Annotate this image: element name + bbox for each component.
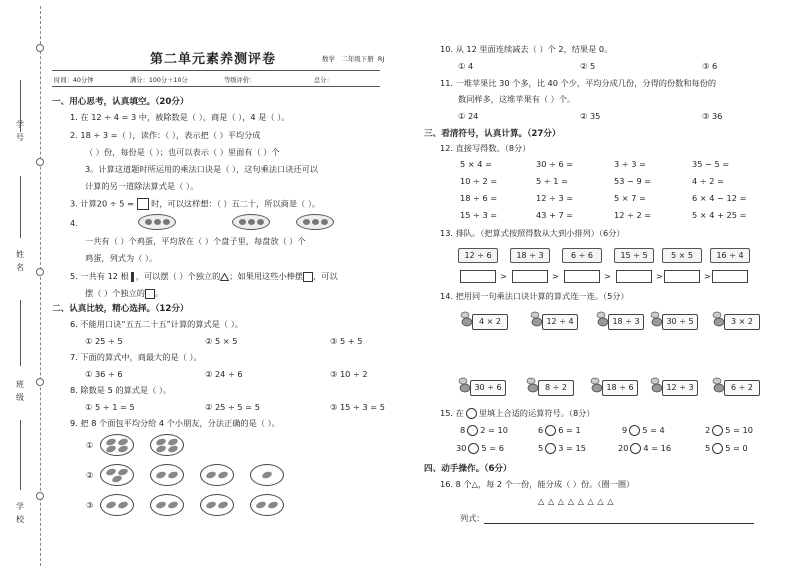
option[interactable]: ③ 6 — [702, 61, 718, 71]
formula-label: 列式： — [460, 513, 485, 523]
operator-circle[interactable] — [545, 443, 556, 454]
binding-fold-line — [40, 6, 41, 566]
option[interactable]: ② 5 × 5 — [205, 336, 238, 346]
question-3: 3. 计算20 ÷ 5 = 时，可以这样想：（ ）五二十，所以商是（ ）。 — [70, 198, 321, 209]
total-label: 总分： — [314, 77, 333, 84]
option[interactable]: ① 5 ÷ 1 = 5 — [85, 402, 135, 412]
calc-item: 5 × 4 = — [460, 159, 492, 169]
section-3-heading: 三、看清符号，认真计算。（27分） — [424, 129, 561, 139]
question-2-line-4: 计算的另一道除法算式是（ ）。 — [85, 181, 199, 191]
greater-than-sign: > — [656, 271, 663, 281]
question-16: 16. 8 个△，每 2 个一份，能分成（ ）份。（圈一圈） — [440, 479, 635, 489]
class-line[interactable] — [20, 300, 21, 366]
school-label: 学校 — [16, 502, 24, 524]
header-rule-top — [52, 70, 380, 71]
order-answer-box[interactable] — [512, 270, 548, 283]
expression-card: 16 ÷ 4 — [710, 248, 750, 263]
expression-card: 5 × 5 — [662, 248, 702, 263]
subject-tag: 数学 二年级下册 RJ — [322, 55, 385, 63]
bee-card-expression: 3 × 2 — [724, 314, 760, 330]
bee-card-expression: 8 ÷ 2 — [538, 380, 574, 396]
option[interactable]: ② 24 ÷ 6 — [205, 369, 243, 379]
expression-card: 6 ÷ 6 — [562, 248, 602, 263]
calc-item: 35 − 5 = — [692, 159, 730, 169]
bee-card[interactable] — [712, 376, 760, 398]
question-5-line-2: 摆（ ）个独立的 。 — [85, 288, 164, 298]
option[interactable]: ③ 15 ÷ 3 = 5 — [330, 402, 385, 412]
square-icon — [145, 289, 155, 299]
bread-plate — [150, 494, 184, 516]
operator-item: 30 5 = 6 — [456, 443, 504, 453]
calc-item: 10 ÷ 2 = — [460, 176, 498, 186]
operator-circle[interactable] — [630, 443, 641, 454]
option[interactable]: ① — [86, 440, 94, 450]
binding-hole — [36, 378, 44, 386]
operator-circle[interactable] — [468, 443, 479, 454]
greater-than-sign: > — [704, 271, 711, 281]
question-4-line-1: 一共有（ ）个鸡蛋，平均放在（ ）个盘子里，每盘放（ ）个 — [85, 236, 306, 246]
question-11-line-2: 数同样多，这堆苹果有（ ）个。 — [458, 94, 576, 104]
operator-circle[interactable] — [629, 425, 640, 436]
student-id-line[interactable] — [20, 80, 21, 132]
operator-circle[interactable] — [545, 425, 556, 436]
section-1-heading: 一、用心思考，认真填空。（20分） — [52, 97, 189, 107]
bread-plate — [250, 464, 284, 486]
binding-margin — [0, 0, 52, 573]
question-7: 7. 下面的算式中，商最大的是（ ）。 — [70, 352, 202, 362]
bee-card-expression: 12 ÷ 3 — [662, 380, 698, 396]
name-line[interactable] — [20, 176, 21, 238]
stick-icon — [131, 272, 134, 282]
operator-item: 8 2 = 10 — [460, 425, 508, 435]
bee-card[interactable] — [650, 376, 698, 398]
circle-icon — [466, 408, 477, 419]
option[interactable]: ② — [86, 470, 94, 480]
question-12: 12. 直接写得数。（8分） — [440, 143, 531, 153]
operator-circle[interactable] — [712, 425, 723, 436]
bread-plate — [200, 494, 234, 516]
question-1: 1. 在 12 ÷ 4 = 3 中，被除数是（ ），商是（ ），4 是（ ）。 — [70, 112, 290, 122]
rating-label: 等级评价： — [224, 77, 256, 84]
order-answer-box[interactable] — [564, 270, 600, 283]
page-title: 第二单元素养测评卷 — [150, 52, 277, 67]
binding-hole — [36, 268, 44, 276]
question-8: 8. 除数是 5 的算式是（ ）。 — [70, 385, 172, 395]
expression-card: 12 ÷ 6 — [458, 248, 498, 263]
bread-plate — [100, 464, 134, 486]
question-5-line-1: 5. 一共有 12 根 ，可以摆（ ）个独立的 ；如果用这些小棒摆 ，可以 — [70, 271, 338, 281]
order-answer-box[interactable] — [664, 270, 700, 283]
binding-hole — [36, 44, 44, 52]
bread-plate — [150, 464, 184, 486]
question-9: 9. 把 8 个面包平均分给 4 个小朋友，分法正确的是（ ）。 — [70, 418, 280, 428]
option[interactable]: ② 5 — [580, 61, 596, 71]
order-answer-box[interactable] — [712, 270, 748, 283]
bread-plate — [100, 434, 134, 456]
calc-item: 12 ÷ 3 = — [536, 193, 574, 203]
egg-plate — [296, 214, 334, 230]
binding-hole — [36, 492, 44, 500]
question-2-line-1: 2. 18 ÷ 3 =（ ），读作：（ ），表示把（ ）平均分成 — [70, 130, 261, 140]
order-answer-box[interactable] — [616, 270, 652, 283]
expression-card: 15 ÷ 5 — [614, 248, 654, 263]
option[interactable]: ① 36 ÷ 6 — [85, 369, 123, 379]
operator-item: 9 5 = 4 — [622, 425, 665, 435]
option[interactable]: ③ 10 ÷ 2 — [330, 369, 368, 379]
bee-card-expression: 18 ÷ 3 — [608, 314, 644, 330]
calc-item: 18 ÷ 6 = — [460, 193, 498, 203]
bread-plate — [150, 434, 184, 456]
operator-circle[interactable] — [467, 425, 478, 436]
operator-item: 6 6 = 1 — [538, 425, 581, 435]
section-2-heading: 二、认真比较，精心选择。（12分） — [52, 304, 189, 314]
bee-card-expression: 30 ÷ 5 — [662, 314, 698, 330]
greater-than-sign: > — [604, 271, 611, 281]
question-14: 14. 把用同一句乘法口诀计算的算式连一连。（5分） — [440, 291, 629, 301]
triangle-icon — [220, 273, 229, 281]
option[interactable]: ③ — [86, 500, 94, 510]
calc-item: 4 ÷ 2 = — [692, 176, 724, 186]
bee-card[interactable] — [530, 310, 578, 332]
time-label: 时间：40分钟 — [54, 77, 94, 84]
bee-card[interactable] — [596, 310, 644, 332]
question-2-line-3: 3。计算这道题时所运用的乘法口诀是（ ），这句乘法口诀还可以 — [85, 164, 318, 174]
square-icon — [303, 272, 313, 282]
calc-item: 6 × 4 − 12 = — [692, 193, 747, 203]
expression-card: 18 ÷ 3 — [510, 248, 550, 263]
question-4-line-2: 鸡蛋，列式为（ ）。 — [85, 253, 158, 263]
student-id-label: 学号 — [16, 120, 24, 142]
question-13: 13. 排队。（把算式按照得数从大到小排列）（6分） — [440, 228, 625, 238]
operator-item: 20 4 = 16 — [618, 443, 672, 453]
egg-plate — [138, 214, 176, 230]
question-10: 10. 从 12 里面连续减去（ ）个 2，结果是 0。 — [440, 44, 613, 54]
bread-plate — [100, 494, 134, 516]
greater-than-sign: > — [500, 271, 507, 281]
calc-item: 53 − 9 = — [614, 176, 652, 186]
bee-card-expression: 18 ÷ 6 — [602, 380, 638, 396]
bee-card-expression: 30 ÷ 6 — [470, 380, 506, 396]
option[interactable]: ③ 5 + 5 — [330, 336, 363, 346]
binding-hole — [36, 158, 44, 166]
option[interactable]: ③ 36 — [702, 111, 723, 121]
bee-card[interactable] — [590, 376, 638, 398]
bee-card[interactable] — [712, 310, 760, 332]
calc-item: 5 ÷ 1 = — [536, 176, 568, 186]
calc-item: 15 ÷ 3 = — [460, 210, 498, 220]
bread-plate — [250, 494, 284, 516]
name-label: 姓名 — [16, 250, 24, 272]
calc-item: 5 × 4 + 25 = — [692, 210, 747, 220]
question-6: 6. 不能用口诀“五五二十五”计算的算式是（ ）。 — [70, 319, 243, 329]
bee-card-expression: 12 ÷ 4 — [542, 314, 578, 330]
calc-item: 12 ÷ 2 = — [614, 210, 652, 220]
operator-item: 2 5 = 10 — [705, 425, 753, 435]
bread-plate — [200, 464, 234, 486]
bee-card[interactable] — [650, 310, 698, 332]
greater-than-sign: > — [552, 271, 559, 281]
header-rule-bottom — [52, 86, 380, 87]
operator-circle[interactable] — [712, 443, 723, 454]
school-line[interactable] — [20, 420, 21, 490]
order-answer-box[interactable] — [460, 270, 496, 283]
bee-card-expression: 6 ÷ 2 — [724, 380, 760, 396]
egg-plate — [232, 214, 270, 230]
operator-item: 5 3 = 15 — [538, 443, 586, 453]
bee-card[interactable] — [460, 310, 508, 332]
option[interactable]: ② 25 ÷ 5 = 5 — [205, 402, 260, 412]
question-11-line-1: 11. 一堆苹果比 30 个多，比 40 个少，平均分成几份，分得的份数和每份的 — [440, 78, 717, 88]
option[interactable]: ② 35 — [580, 111, 601, 121]
formula-answer-line[interactable] — [484, 523, 754, 524]
option[interactable]: ① 4 — [458, 61, 474, 71]
option[interactable]: ① 25 ÷ 5 — [85, 336, 123, 346]
bee-card[interactable] — [526, 376, 574, 398]
bee-card-expression: 4 × 2 — [472, 314, 508, 330]
question-15: 15. 在 里填上合适的运算符号。（8分） — [440, 408, 595, 418]
bee-card[interactable] — [458, 376, 506, 398]
calc-item: 43 + 7 = — [536, 210, 574, 220]
calc-item: 5 × 7 = — [614, 193, 646, 203]
calc-item: 30 ÷ 6 = — [536, 159, 574, 169]
class-label: 班级 — [16, 380, 24, 402]
question-2-line-2: （ ）份，每份是（ ）；也可以表示（ ）里面有（ ）个 — [85, 147, 280, 157]
calc-item: 3 ÷ 3 = — [614, 159, 646, 169]
triangles-row[interactable]: △ △ △ △ △ △ △ △ — [538, 496, 615, 506]
question-4-number: 4. — [70, 218, 78, 228]
option[interactable]: ① 24 — [458, 111, 479, 121]
section-4-heading: 四、动手操作。（6分） — [424, 464, 512, 474]
score-label: 满分：100分＋10分 — [130, 77, 188, 84]
operator-item: 5 5 = 0 — [705, 443, 748, 453]
answer-square[interactable] — [137, 198, 149, 210]
